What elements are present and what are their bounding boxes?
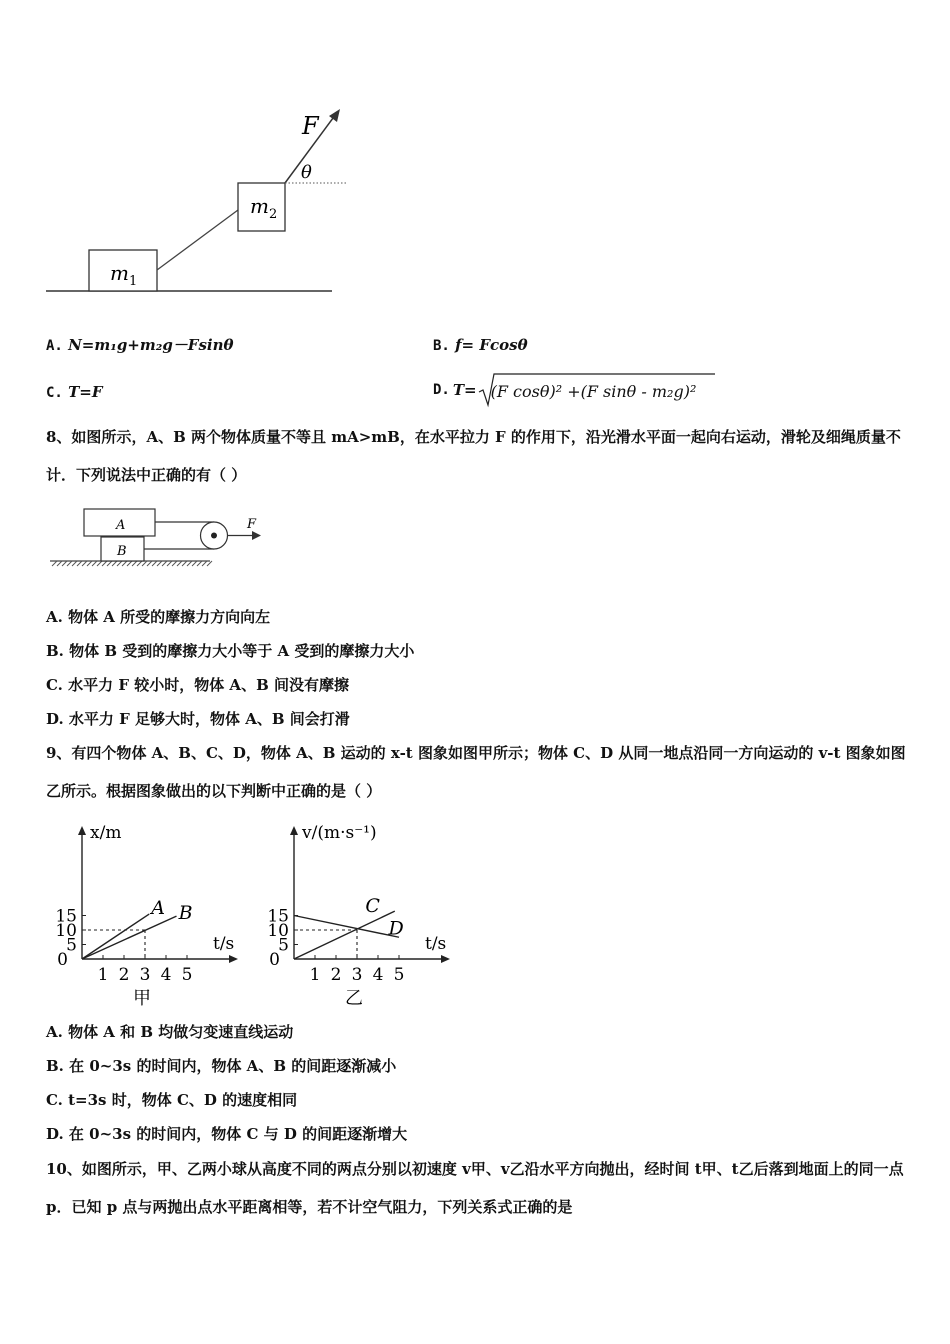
chart-yi	[252, 818, 447, 1009]
sqrt-formula	[477, 378, 701, 402]
m1-label: $m_1$	[110, 261, 138, 289]
q9-stem: 9、有四个物体 A、B、C、D，物体 A、B 运动的 x-t 图象如图甲所示；物体 C、D 从同一地点沿同一方向运动的 v-t 图象如图乙所示。根据图象做出的以下判断中正确的是（ ）	[46, 744, 906, 800]
x-tick-label: 5	[393, 965, 405, 985]
series-line-B	[82, 916, 177, 959]
q9-option-d: D. 在 0~3s 的时间内，物体 C 与 D 的间距逐渐增大	[46, 1125, 408, 1143]
x-tick-label: 3	[351, 965, 363, 985]
q8-option-c: C. 水平力 F 较小时，物体 A、B 间没有摩擦	[46, 676, 349, 694]
q9-option-a: A. 物体 A 和 B 均做匀变速直线运动	[46, 1023, 294, 1041]
option-lhs: T=	[452, 381, 477, 399]
force-arrow-head	[252, 531, 261, 540]
block-b-label: B	[117, 544, 127, 559]
floor-hatching	[52, 561, 212, 566]
x-axis-label: t/s	[425, 934, 447, 954]
sqrt-sign-icon	[477, 372, 717, 406]
y-tick-label: 10	[55, 921, 77, 941]
x-tick-label: 4	[372, 965, 384, 985]
formula-text: (F cosθ)² +(F sinθ - m₂g)²	[490, 382, 697, 401]
origin-label: 0	[269, 950, 280, 970]
q9-option-b: B. 在 0~3s 的时间内，物体 A、B 的间距逐渐减小	[46, 1057, 397, 1075]
q8-option-a: A. 物体 A 所受的摩擦力方向向左	[46, 608, 271, 626]
option-text: T=F	[68, 383, 103, 401]
q7-option-d	[433, 378, 700, 402]
q10-stem: 10、如图所示，甲、乙两小球从高度不同的两点分别以初速度 v甲、v乙沿水平方向抛出，经时间 t甲、t乙后落到地面上的同一点 p．已知 p 点与两抛出点水平距离相等，若不计空气阻力，下列关系式正确的是	[46, 1160, 904, 1216]
figure-pulling-blocks	[40, 100, 360, 300]
option-text: N=m₁g+m₂g－Fsinθ	[68, 336, 234, 354]
y-axis-arrow	[78, 826, 86, 835]
force-label: F	[247, 517, 257, 532]
y-axis-label: x/m	[90, 823, 122, 843]
angle-label: θ	[301, 162, 312, 183]
q9-option-c: C. t=3s 时，物体 C、D 的速度相同	[46, 1091, 298, 1109]
m2-label: $m_2$	[250, 194, 278, 222]
x-tick-label: 1	[309, 965, 321, 985]
q8-option-b: B. 物体 B 受到的摩擦力大小等于 A 受到的摩擦力大小	[46, 642, 415, 660]
chart-caption: 甲	[133, 988, 151, 1009]
series-label-D: D	[388, 917, 404, 940]
option-prefix: C.	[46, 385, 63, 401]
x-tick-label: 5	[181, 965, 193, 985]
x-axis-label: t/s	[213, 934, 235, 954]
x-tick-label: 1	[97, 965, 109, 985]
block-a-label: A	[116, 518, 126, 533]
q7-option-c	[46, 382, 102, 403]
y-tick-label: 5	[66, 935, 77, 956]
force-label: F	[302, 112, 319, 140]
q8-stem: 8、如图所示，A、B 两个物体质量不等且 mA>mB，在水平拉力 F 的作用下，沿光滑水平面一起向右运动，滑轮及细绳质量不计．下列说法中正确的有（ ）	[46, 428, 901, 484]
y-axis-arrow	[290, 826, 298, 835]
series-line-A	[82, 914, 149, 959]
option-prefix: A.	[46, 338, 63, 354]
x-tick-label: 2	[330, 965, 342, 985]
y-axis-label: v/(m·s⁻¹)	[302, 823, 377, 843]
y-tick-label: 5	[278, 935, 289, 956]
pulley-axle	[211, 533, 217, 539]
option-text: f= Fcosθ	[455, 336, 528, 354]
y-tick-label: 10	[267, 921, 289, 941]
q7-option-a	[46, 335, 234, 356]
x-tick-label: 4	[160, 965, 172, 985]
q7-option-b	[433, 335, 528, 356]
x-axis-arrow	[229, 955, 238, 963]
y-tick-label: 15	[267, 906, 289, 927]
figure-pulley-blocks	[44, 500, 274, 575]
q8-option-d: D. 水平力 F 足够大时，物体 A、B 间会打滑	[46, 710, 350, 728]
x-tick-label: 2	[118, 965, 130, 985]
series-label-C: C	[365, 895, 380, 918]
chart-jia	[40, 818, 245, 1008]
y-tick-label: 15	[55, 906, 77, 927]
series-label-B: B	[178, 901, 193, 924]
x-tick-label: 3	[139, 965, 151, 985]
chart-caption: 乙	[345, 988, 363, 1009]
option-prefix: D.	[433, 382, 450, 398]
rope	[157, 210, 238, 270]
origin-label: 0	[57, 950, 68, 970]
x-axis-arrow	[441, 955, 450, 963]
option-prefix: B.	[433, 338, 450, 354]
series-label-A: A	[151, 896, 166, 919]
